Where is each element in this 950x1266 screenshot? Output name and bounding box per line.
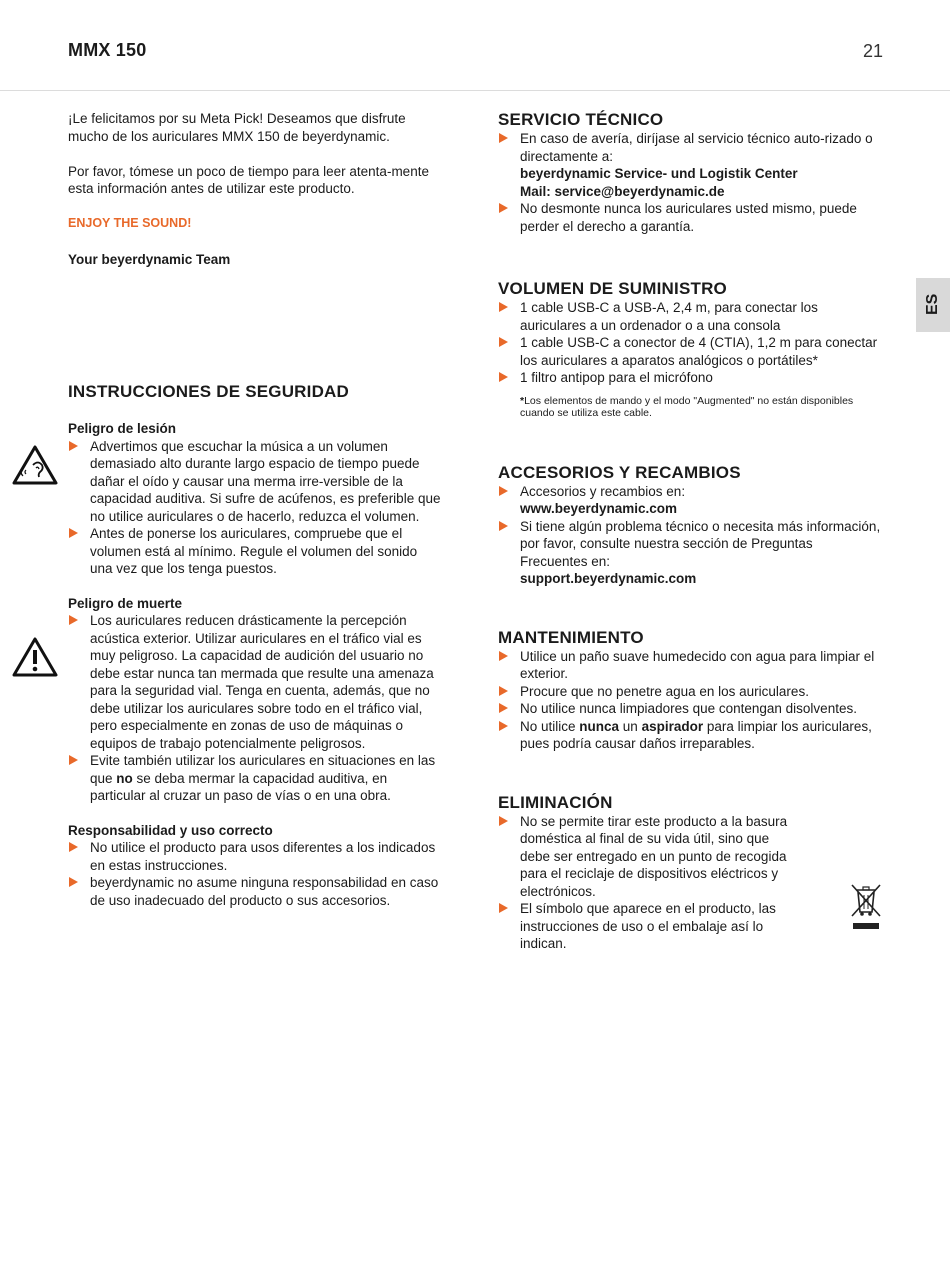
right-column [498, 110, 883, 953]
intro-section [68, 110, 443, 198]
accessories-title: ACCESORIOS Y RECAMBIOS [498, 462, 741, 482]
disposal-list [498, 813, 798, 953]
list-item: No se permite tirar este producto a la basura doméstica al final de su vida útil, sino que debe ser entregado en un punto de recogida para el reciclaje de dispositivos eléctricos y electrónicos. [498, 813, 798, 901]
list-item: Procure que no penetre agua en los auriculares. [498, 683, 883, 701]
maintenance-list [498, 648, 883, 753]
injury-title: Peligro de lesión [68, 421, 177, 436]
list-item: Los auriculares reducen drásticamente la percepción acústica exterior. Utilizar auriculares en el tráfico vial es muy peligroso. La capacidad de audición del usuario no debe estar nunca tan mermada que resulte una amenaza para la seguridad vial. Tenga en cuenta, además, que no debe utilizar los auriculares sobre todo en el tráfico vial, pero especialmente en zonas de uso de máquinas o equipos de trabajo potencialmente peligrosos. [68, 612, 443, 752]
death-list [68, 612, 443, 805]
service-email: Mail: service@beyerdynamic.de [520, 183, 725, 199]
page-number: 21 [862, 41, 883, 61]
list-item: 1 filtro antipop para el micrófono [498, 369, 883, 387]
danger-warning-icon [12, 636, 58, 678]
left-column [68, 110, 443, 909]
page-header [0, 0, 950, 91]
list-item: El símbolo que aparece en el producto, las instrucciones de uso o el embalaje así lo indican. [498, 900, 798, 953]
list-item: Utilice un paño suave humedecido con agua para limpiar el exterior. [498, 648, 883, 683]
signature: Your beyerdynamic Team [68, 251, 231, 267]
supply-footnote: *Los elementos de mando y el modo "Augmented" no están disponibles cuando se utiliza este cable. [520, 394, 854, 419]
slogan: ENJOY THE SOUND! [68, 216, 192, 230]
intro-paragraph-2: Por favor, tómese un poco de tiempo para leer atenta-mente esta información antes de utilizar este producto. [68, 163, 429, 196]
service-title: SERVICIO TÉCNICO [498, 110, 664, 129]
list-item: En caso de avería, diríjase al servicio técnico auto-rizado o directamente a: beyerdynamic Service- und Logistik Center Mail: service@beyerdynamic.de [498, 130, 883, 200]
list-item: 1 cable USB-C a USB-A, 2,4 m, para conectar los auriculares a un ordenador o a una consola [498, 299, 883, 334]
service-center-name: beyerdynamic Service- und Logistik Center [520, 166, 798, 181]
death-title: Peligro de muerte [68, 595, 183, 611]
intro-paragraph-1: ¡Le felicitamos por su Meta Pick! Deseamos que disfrute mucho de los auriculares MMX 150 de beyerdynamic. [68, 111, 406, 144]
website-link[interactable]: www.beyerdynamic.com [520, 501, 678, 516]
list-item: beyerdynamic no asume ninguna responsabilidad en caso de uso inadecuado del producto o sus accesorios. [68, 874, 443, 909]
document-title: MMX 150 [68, 40, 147, 60]
list-item: Antes de ponerse los auriculares, compruebe que el volumen está al mínimo. Regule el volumen del sonido una vez que los tenga puestos. [68, 525, 443, 578]
list-item: No utilice nunca limpiadores que contengan disolventes. [498, 700, 883, 718]
service-list [498, 130, 883, 235]
language-tab [916, 278, 950, 332]
list-item: No desmonte nunca los auriculares usted mismo, puede perder el derecho a garantía. [498, 200, 883, 235]
list-item: Evite también utilizar los auriculares en situaciones en las que no se deba mermar la capacidad auditiva, en particular al cruzar un paso de vías o en una obra. [68, 752, 443, 805]
injury-list [68, 438, 443, 578]
accessories-list [498, 483, 883, 588]
responsibility-title: Responsabilidad y uso correcto [68, 822, 273, 838]
list-item: No utilice el producto para usos diferentes a los indicados en estas instrucciones. [68, 839, 443, 874]
supply-title: VOLUMEN DE SUMINISTRO [498, 279, 727, 298]
disposal-title: ELIMINACIÓN [498, 792, 613, 812]
responsibility-list [68, 839, 443, 909]
list-item: 1 cable USB-C a conector de 4 (CTIA), 1,2 m para conectar los auriculares a aparatos analógicos o portátiles* [498, 334, 883, 369]
supply-list [498, 299, 883, 387]
language-tab-label: ES [924, 293, 941, 315]
list-item: Accesorios y recambios en: www.beyerdynamic.com [498, 483, 883, 518]
support-link[interactable]: support.beyerdynamic.com [520, 571, 697, 586]
list-item: Advertimos que escuchar la música a un volumen demasiado alto durante largo espacio de tiempo puede dañar el oído y causar una merma irre-versible de la capacidad auditiva. Si sufre de acúfenos, es preferible que no utilice auriculares o de hacerlo, reduzca el volumen. [68, 438, 443, 526]
safety-title: INSTRUCCIONES DE SEGURIDAD [68, 382, 350, 401]
maintenance-title: MANTENIMIENTO [498, 627, 644, 647]
list-item: Si tiene algún problema técnico o necesita más información, por favor, consulte nuestra sección de Preguntas Frecuentes en: support.beyerdynamic.com [498, 518, 883, 588]
crossed-bin-icon [848, 882, 884, 932]
list-item: No utilice nunca un aspirador para limpiar los auriculares, pues podría causar daños irreparables. [498, 718, 883, 753]
hearing-warning-icon [12, 444, 58, 486]
